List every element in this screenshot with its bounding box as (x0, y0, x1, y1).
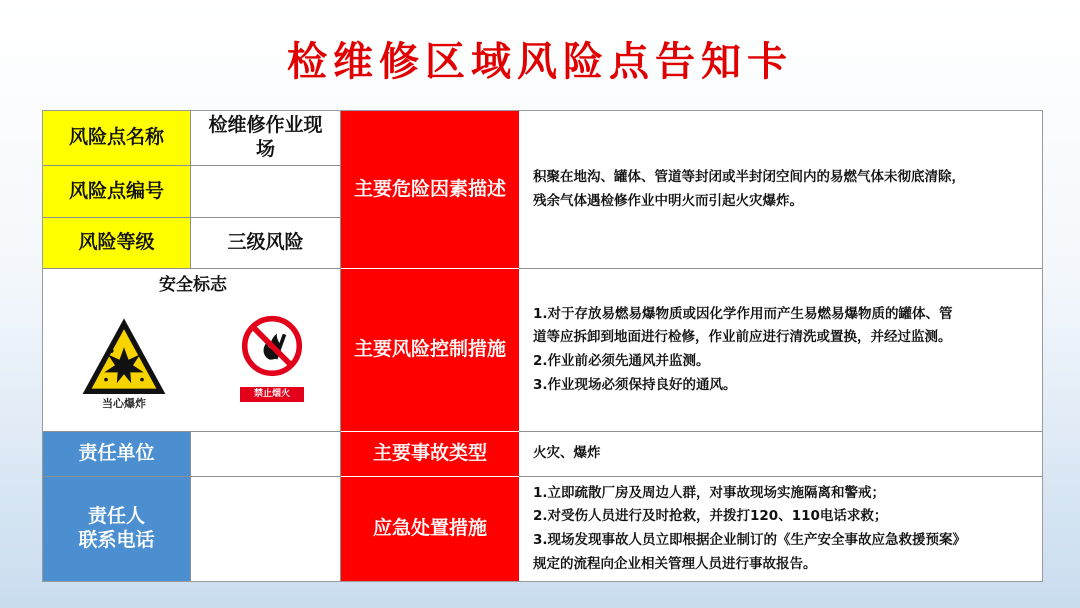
page-title: 检维修区域风险点告知卡 (287, 39, 793, 85)
accident-type-label: 主要事故类型 (341, 432, 519, 477)
hazard-line: 积聚在地沟、罐体、管道等封闭或半封闭空间内的易燃气体未彻底清除， (533, 168, 965, 185)
risk-level-label: 风险等级 (43, 218, 191, 269)
hazard-line: 残余气体遇检修作业中明火而引起火灾爆炸。 (533, 192, 803, 209)
emergency-line: 1.立即疏散厂房及周边人群，对事故现场实施隔离和警戒； (533, 484, 886, 501)
accident-type-value (519, 432, 1042, 477)
emergency-measures (519, 477, 1042, 581)
control-line: 3.作业现场必须保持良好的通风。 (533, 376, 737, 393)
emergency-label: 应急处置措施 (341, 477, 519, 581)
control-line: 2.作业前必须先通风并监测。 (533, 353, 710, 369)
warning-sign-label: 当心爆炸 (102, 397, 146, 410)
explosion-warning-icon (79, 313, 169, 403)
accident-type-text: 火灾、爆炸 (533, 445, 601, 462)
responsible-unit-label: 责任单位 (43, 432, 191, 477)
risk-level-value: 三级风险 (191, 218, 341, 269)
no-fire-icon (241, 315, 303, 377)
risk-notice-card (42, 110, 1043, 582)
control-line: 1.对于存放易燃易爆物质或因化学作用而产生易燃易爆物质的罐体、管 (533, 305, 953, 322)
risk-name-label: 风险点名称 (43, 111, 191, 166)
emergency-line: 2.对受伤人员进行及时抢救，并拨打120、110电话求救； (533, 508, 888, 525)
safety-signs-title: 安全标志 (159, 275, 227, 295)
responsible-person-label: 责任人 联系电话 (43, 477, 191, 581)
control-line: 道等应拆卸到地面进行检修，作业前应进行清洗或置换，并经过监测。 (533, 329, 952, 346)
main-control-label: 主要风险控制措施 (341, 269, 519, 432)
prohibit-sign-label: 禁止烟火 (240, 387, 304, 402)
emergency-line: 规定的流程向企业相关管理人员进行事故报告。 (533, 555, 817, 572)
main-hazard-label: 主要危险因素描述 (341, 111, 519, 269)
risk-code-value (191, 166, 341, 218)
safety-signs-panel (43, 269, 341, 432)
emergency-line: 3.现场发现事故人员立即根据企业制订的《生产安全事故应急救援预案》 (533, 532, 967, 548)
risk-name-value: 检维修作业现场 (191, 111, 341, 166)
hazard-description (519, 111, 1042, 269)
responsible-person-value (191, 477, 341, 581)
control-measures (519, 269, 1042, 432)
risk-code-label: 风险点编号 (43, 166, 191, 218)
responsible-unit-value (191, 432, 341, 477)
